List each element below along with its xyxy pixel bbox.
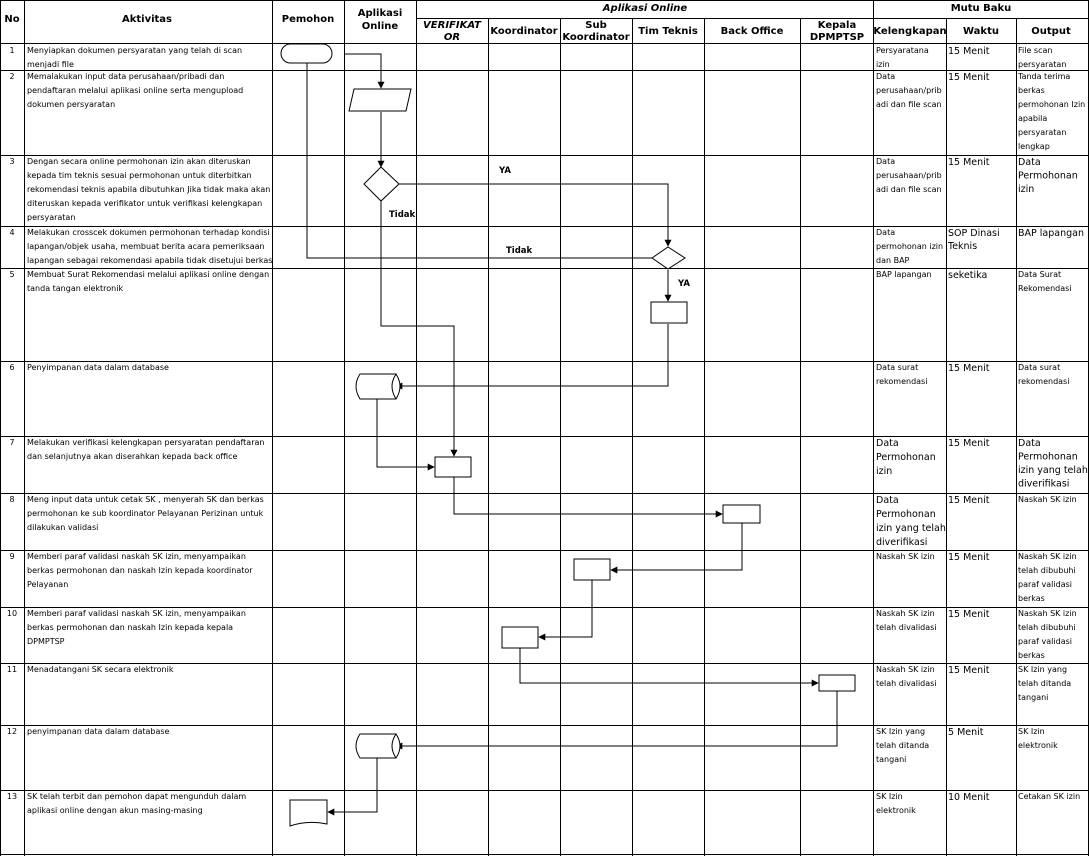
row-output: File scan [1018, 46, 1053, 55]
row-kelengkapan: telah ditanda [876, 741, 930, 750]
row-output: SK Izin yang [1018, 665, 1068, 674]
row-output: tangani [1018, 693, 1049, 702]
process-box-rekomendasi [651, 302, 687, 323]
row-kelengkapan: telah divalidasi [876, 679, 937, 688]
row-output: Permohonan [1018, 170, 1078, 182]
row-output: telah dibubuhi [1018, 566, 1076, 575]
row-aktivitas: dan selanjutnya akan diserahkan kepada back office [27, 452, 238, 461]
row-aktivitas: Menadatangani SK secara elektronik [27, 665, 174, 674]
row-output: persyaratan [1018, 128, 1067, 137]
row-waktu: 5 Menit [948, 727, 984, 738]
header-output: Output [1031, 26, 1071, 37]
row-output: berkas [1018, 594, 1045, 603]
row-aktivitas: Meng input data untuk cetak SK , menyerah SK dan berkas [27, 495, 264, 504]
row-waktu: 15 Menit [948, 495, 990, 506]
row-kelengkapan: izin yang telah [876, 523, 946, 534]
process-box-sub-koordinator [574, 559, 610, 580]
header-kepala-line1: Kepala [817, 20, 857, 31]
row-aktivitas: penyimpanan data dalam database [27, 727, 170, 736]
row-aktivitas: Memalakukan input data perusahaan/pribadi dan [27, 72, 225, 81]
flow-connectors [307, 47, 837, 812]
header-aplikasi-online-line2: Online [361, 21, 399, 32]
header-waktu: Waktu [963, 26, 999, 37]
row-number: 9 [9, 552, 15, 561]
row-output: paraf validasi [1018, 637, 1072, 646]
row-aktivitas: Membuat Surat Rekomendasi melalui aplikasi online dengan [27, 270, 270, 279]
row-kelengkapan: adi dan file scan [876, 100, 942, 109]
header-kelengkapan: Kelengkapan [873, 26, 947, 37]
flow-shapes [281, 44, 855, 826]
header-back-office: Back Office [720, 26, 784, 37]
row-aktivitas: kepada tim teknis sesuai permohonan untuk diterbitkan [27, 171, 252, 180]
row-kelengkapan: izin [876, 60, 890, 69]
row-output: lengkap [1018, 142, 1050, 151]
row-aktivitas: dokumen persyaratan [27, 100, 116, 109]
row-kelengkapan: adi dan file scan [876, 185, 942, 194]
row-waktu: Teknis [948, 241, 978, 252]
row-aktivitas: dilakukan validasi [27, 523, 99, 532]
row-output: Cetakan SK izin [1018, 792, 1081, 801]
row-waktu: 15 Menit [948, 438, 990, 449]
row-aktivitas: lapangan/objek usaha, membuat berita acara pemeriksaan [27, 242, 265, 251]
row-waktu: 15 Menit [948, 72, 990, 83]
row-kelengkapan: Data [876, 438, 899, 449]
process-box-back-office [723, 505, 760, 523]
row-number: 4 [9, 228, 15, 237]
row-waktu: 10 Menit [948, 792, 990, 803]
row-kelengkapan: Data [876, 228, 896, 237]
row-kelengkapan: tangani [876, 755, 907, 764]
header-kepala-line2: DPMPTSP [809, 32, 865, 43]
row-output: berkas [1018, 86, 1045, 95]
label-tidak-2: Tidak [506, 246, 533, 256]
row-output: elektronik [1018, 741, 1058, 750]
row-aktivitas: diteruskan kepada verifikator untuk verifikasi kelengkapan [27, 199, 263, 208]
connector-6-7 [377, 399, 434, 467]
decision-diamond-1 [364, 167, 399, 201]
row-aktivitas: DPMPTSP [27, 637, 65, 646]
row-kelengkapan: dan BAP [876, 256, 910, 265]
row-kelengkapan: Naskah SK izin [876, 665, 935, 674]
row-kelengkapan: Data [876, 495, 899, 506]
row-kelengkapan: rekomendasi [876, 377, 928, 386]
label-ya-2: YA [678, 279, 690, 289]
row-output: Tanda terima [1018, 72, 1071, 81]
row-waktu: 15 Menit [948, 665, 990, 676]
row-aktivitas: Menyiapkan dokumen persyaratan yang telah di scan [27, 46, 243, 55]
row-output: telah dibubuhi [1018, 623, 1076, 632]
connector-3-ya [399, 184, 668, 246]
input-parallelogram [349, 89, 411, 111]
connector-11-12 [396, 691, 837, 746]
row-waktu: 15 Menit [948, 363, 990, 374]
row-aktivitas: lapangan sebagai rekomendasi apabila tidak disetujui berkas [27, 256, 273, 265]
header-verifikator-line2: OR [443, 32, 461, 43]
row-output: persyaratan [1018, 60, 1067, 69]
row-output: Data [1018, 438, 1041, 449]
row-aktivitas: Penyimpanan data dalam database [27, 363, 169, 372]
process-box-verifikasi [435, 457, 471, 477]
row-number: 10 [6, 609, 18, 618]
row-output: paraf validasi [1018, 580, 1072, 589]
row-output: Data [1018, 157, 1041, 168]
row-output: Naskah SK izin [1018, 609, 1077, 618]
row-aktivitas: menjadi file [27, 60, 74, 69]
row-output: permohonan Izin [1018, 100, 1086, 109]
row-number: 11 [6, 665, 18, 674]
start-terminator [281, 44, 332, 63]
row-number: 3 [9, 157, 15, 166]
row-output: Data Surat [1018, 270, 1062, 279]
row-aktivitas: pendaftaran melalui aplikasi online serta mengupload [27, 86, 244, 95]
row-waktu: seketika [948, 270, 988, 281]
row-aktivitas: aplikasi online dengan akun masing-masing [27, 806, 203, 815]
row-aktivitas: Dengan secara online permohonan izin akan diteruskan [27, 157, 251, 166]
row-output: izin yang telah [1018, 465, 1088, 476]
row-kelengkapan: elektronik [876, 806, 916, 815]
row-kelengkapan: perusahaan/prib [876, 86, 942, 95]
row-aktivitas: permohonan ke sub koordinator Pelayanan Perizinan untuk [27, 509, 264, 518]
row-aktivitas: Melakukan crosscek dokumen permohonan terhadap kondisi [27, 228, 270, 237]
row-number: 6 [9, 363, 15, 372]
row-output: Naskah SK izin [1018, 495, 1077, 504]
decision-diamond-2 [652, 247, 685, 269]
process-box-koordinator [502, 627, 538, 648]
row-number: 2 [9, 72, 15, 81]
row-aktivitas: Memberi paraf validasi naskah SK izin, menyampaikan [27, 552, 246, 561]
connector-8-9 [611, 523, 742, 570]
document-output [290, 800, 327, 826]
row-number: 13 [6, 792, 18, 801]
table-header [4, 3, 1071, 43]
row-kelengkapan: telah divalidasi [876, 623, 937, 632]
database-shape-2 [356, 734, 400, 758]
connector-3-tidak [381, 201, 454, 456]
header-aplikasi-online-line1: Aplikasi [357, 8, 403, 19]
row-output: Permohonan [1018, 451, 1078, 463]
row-aktivitas: Memberi paraf validasi naskah SK izin, menyampaikan [27, 609, 246, 618]
row-waktu: 15 Menit [948, 157, 990, 168]
header-aplikasi-online-group: Aplikasi Online [602, 3, 688, 14]
row-aktivitas: rekomendasi teknis apabila dibutuhkan Jika tidak maka akan [27, 185, 271, 194]
row-kelengkapan: BAP lapangan [876, 270, 932, 279]
row-output: Naskah SK izin [1018, 552, 1077, 561]
row-kelengkapan: Data surat [876, 363, 919, 372]
row-waktu: 15 Menit [948, 46, 990, 57]
row-output: izin [1018, 184, 1035, 195]
row-kelengkapan: diverifikasi [876, 537, 928, 548]
row-output: rekomendasi [1018, 377, 1070, 386]
header-no: No [4, 14, 20, 25]
row-output: telah ditanda [1018, 679, 1072, 688]
header-koordinator: Koordinator [490, 26, 558, 37]
row-waktu: 15 Menit [948, 609, 990, 620]
row-output: berkas [1018, 651, 1045, 660]
row-aktivitas: tanda tangan elektronik [27, 284, 124, 293]
row-aktivitas: persyaratan [27, 213, 76, 222]
connector-9-10 [539, 580, 592, 637]
header-pemohon: Pemohon [281, 14, 335, 25]
connector-5-6 [396, 324, 668, 386]
row-aktivitas: Melakukan verifikasi kelengkapan persyaratan pendaftaran [27, 438, 265, 447]
header-sub-koordinator-line2: Koordinator [562, 32, 630, 43]
row-number: 1 [9, 46, 15, 55]
process-box-kepala [819, 675, 855, 691]
row-kelengkapan: SK Izin [876, 792, 903, 801]
row-output: Rekomendasi [1018, 284, 1072, 293]
row-aktivitas: SK telah terbit dan pemohon dapat mengunduh dalam [27, 792, 247, 801]
row-kelengkapan: perusahaan/prib [876, 171, 942, 180]
row-kelengkapan: Data [876, 72, 896, 81]
row-kelengkapan: Naskah SK izin [876, 552, 935, 561]
row-output: diverifikasi [1018, 478, 1070, 490]
connector-7-8 [454, 477, 722, 514]
connector-12-13 [328, 758, 377, 812]
row-number: 5 [9, 270, 15, 279]
row-output: Data surat [1018, 363, 1061, 372]
label-ya-1: YA [499, 166, 511, 176]
header-mutu-baku: Mutu Baku [950, 3, 1012, 14]
row-waktu: SOP Dinasi [948, 228, 1000, 239]
row-kelengkapan: Permohonan [876, 452, 936, 463]
row-kelengkapan: Persyaratana [876, 46, 929, 55]
row-aktivitas: berkas permohonan dan naskah Izin kepada koordinator [27, 566, 253, 575]
row-kelengkapan: Data [876, 157, 896, 166]
row-kelengkapan: Permohonan [876, 509, 936, 520]
row-aktivitas: berkas permohonan dan naskah Izin kepada kepala [27, 623, 234, 632]
table-body [7, 46, 1088, 815]
row-output: BAP lapangan [1018, 228, 1084, 239]
header-aktivitas: Aktivitas [121, 14, 173, 25]
label-tidak-1: Tidak [389, 210, 416, 220]
row-kelengkapan: SK Izin yang [876, 727, 926, 736]
header-tim-teknis: Tim Teknis [638, 26, 698, 37]
connector-10-11 [520, 648, 818, 683]
header-sub-koordinator-line1: Sub [585, 20, 607, 31]
header-verifikator-line1: VERIFIKAT [423, 20, 481, 31]
row-output: apabila [1018, 114, 1048, 123]
row-number: 12 [6, 727, 18, 736]
row-kelengkapan: permohonan izin [876, 242, 944, 251]
row-aktivitas: Pelayanan [27, 580, 69, 589]
row-waktu: 15 Menit [948, 552, 990, 563]
row-number: 7 [9, 438, 15, 447]
row-output: SK Izin [1018, 727, 1045, 736]
row-kelengkapan: izin [876, 466, 893, 477]
row-number: 8 [9, 495, 15, 504]
row-kelengkapan: Naskah SK izin [876, 609, 935, 618]
